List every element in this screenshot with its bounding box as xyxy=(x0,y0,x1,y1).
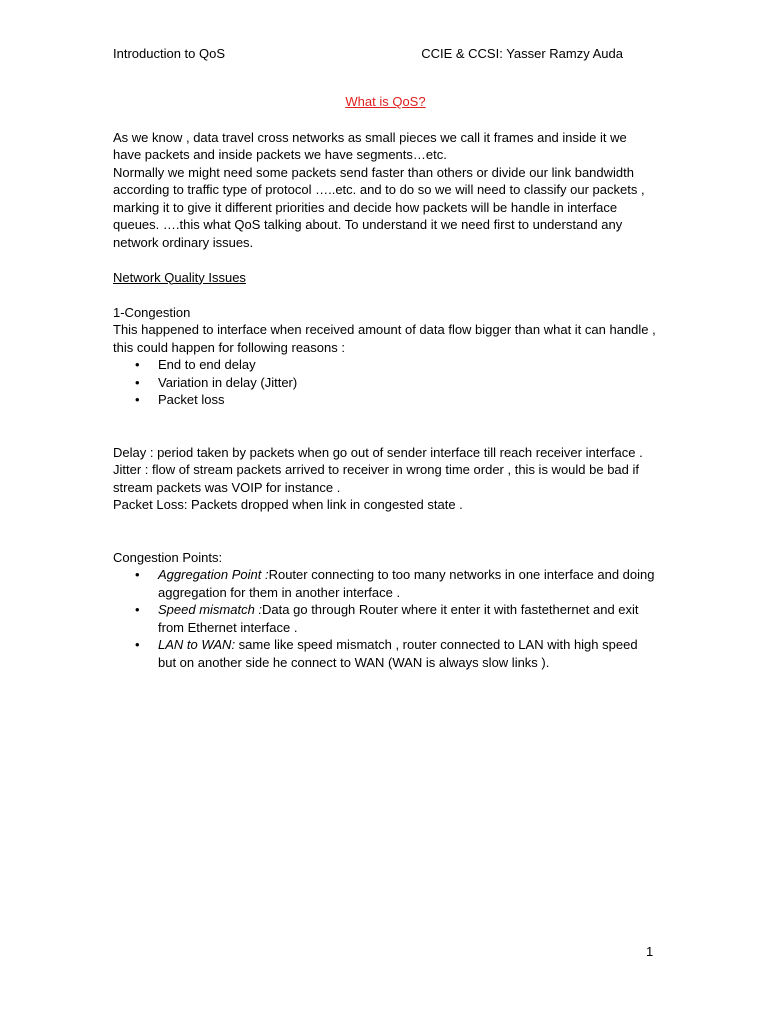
list-item xyxy=(113,566,658,601)
congestion-points-list xyxy=(113,566,658,671)
definition-text: period taken by packets when go out of sender interface till reach receiver interface . xyxy=(153,444,643,460)
intro-paragraph-2: Normally we might need some packets send faster than others or divide our link bandwidth according to traffic type of protocol …..etc. and to do so we will need to classify our packets , marking it to give it different priorities and decide how packets will be handle in interface queues. ….this what QoS talking about. To understand it we need first to understand any network ordinary issues. xyxy=(113,164,645,250)
list-item xyxy=(113,601,658,636)
point-text: Data go through Router where it enter it with fastethernet and exit from Ethernet interface . xyxy=(158,602,639,635)
definition-text: Packets dropped when link in congested state . xyxy=(187,497,463,512)
intro-paragraph-1: As we know , data travel cross networks as small pieces we call it frames and inside it we have packets and inside packets we have segments…etc. xyxy=(113,129,627,162)
congestion-heading: 1-Congestion xyxy=(113,304,191,320)
point-term: Speed mismatch : xyxy=(158,602,263,617)
list-item xyxy=(113,636,658,671)
header-author: CCIE & CCSI: Yasser Ramzy Auda xyxy=(421,46,623,61)
page-header xyxy=(113,46,623,64)
point-term: LAN to WAN: xyxy=(158,637,236,652)
definition-term: Packet Loss: xyxy=(113,497,188,512)
definition-term: Jitter : xyxy=(113,462,149,477)
section-heading: Network Quality Issues xyxy=(113,269,246,285)
list-item: • End to end delay xyxy=(113,356,658,374)
page-title: What is QoS? xyxy=(345,94,426,109)
document-body xyxy=(113,93,658,671)
point-text: Router connecting to too many networks in one interface and doing aggregation for them in another interface . xyxy=(158,567,655,600)
definition-term: Delay : xyxy=(113,444,154,460)
congestion-reasons-list xyxy=(113,356,658,409)
list-item: • Packet loss xyxy=(113,391,658,409)
definition-jitter xyxy=(113,461,658,496)
definition-delay xyxy=(113,444,658,462)
congestion-text: This happened to interface when received amount of data flow bigger than what it can handle , this could happen for following reasons : xyxy=(113,322,656,355)
point-text: same like speed mismatch , router connected to LAN with high speed but on another side he connect to WAN (WAN is always slow links ). xyxy=(158,637,638,670)
header-doc-title: Introduction to QoS xyxy=(113,46,226,61)
list-item: • Variation in delay (Jitter) xyxy=(113,374,658,392)
definition-text: flow of stream packets arrived to receiver in wrong time order , this is would be bad if stream packets was VOIP for instance . xyxy=(113,462,640,495)
point-term: Aggregation Point : xyxy=(158,567,269,582)
congestion-points-heading: Congestion Points: xyxy=(113,549,223,565)
definition-packet-loss xyxy=(113,496,658,514)
page-number: 1 xyxy=(646,944,654,959)
